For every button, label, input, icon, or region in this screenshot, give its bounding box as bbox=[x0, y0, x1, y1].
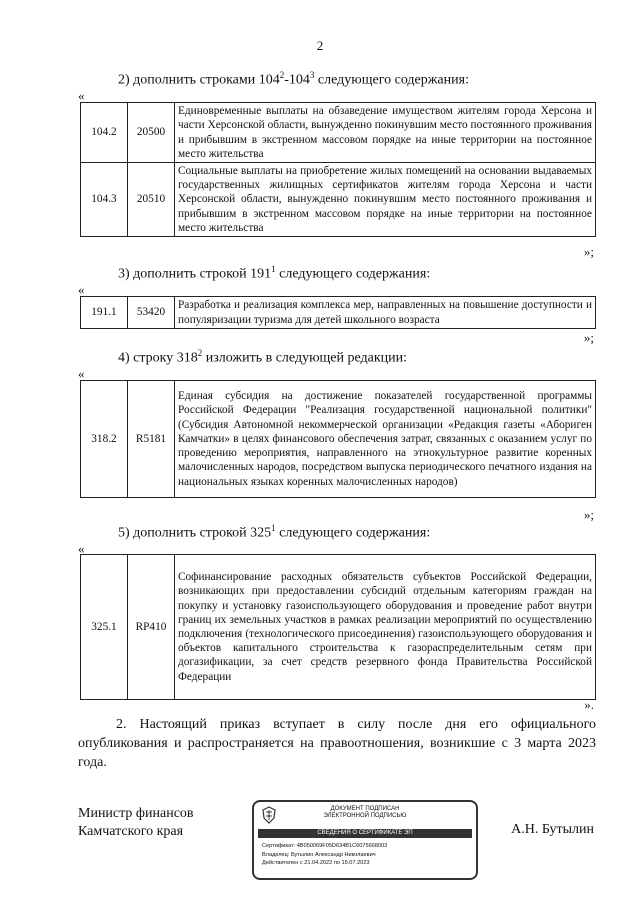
section2-table bbox=[80, 102, 596, 237]
open-quote: « bbox=[78, 541, 85, 556]
section4-heading: 4) строку $318^2$ изложить в следующей редакции: bbox=[118, 348, 408, 366]
signatory-name: А.Н. Бутылин bbox=[511, 822, 594, 837]
row-code: 20510 bbox=[128, 163, 175, 237]
row-text: Разработка и реализация комплекса мер, направленных на повышение доступности и популяризации туризма для детей школьного возраста bbox=[175, 297, 596, 329]
row-text: Социальные выплаты на приобретение жилых помещений на основании выдаваемых государственных жилищных сертификатов жителям города Херсона и части Херсонской области, вынужденно покинувшим место постоянного проживания и прибывшим в экстренном массовом порядке на иные территории на постоянное место жительства bbox=[175, 163, 596, 237]
row-code: 53420 bbox=[128, 297, 175, 329]
close-quote: ». bbox=[584, 697, 594, 712]
table-row bbox=[81, 381, 596, 498]
open-quote: « bbox=[78, 88, 85, 103]
stamp-line1: ДОКУМЕНТ ПОДПИСАН bbox=[330, 806, 400, 812]
stamp-owner: Владелец: Бутылин Александр Николаевич bbox=[262, 851, 376, 858]
table-row bbox=[81, 297, 596, 329]
row-number: 191.1 bbox=[81, 297, 128, 329]
signatory-title-line1: Министр финансов bbox=[78, 806, 194, 821]
row-number: 104.3 bbox=[81, 163, 128, 237]
open-quote: « bbox=[78, 366, 85, 381]
section2-heading: 2) дополнить строками $104^2-104^3$ следующего содержания: bbox=[118, 70, 469, 88]
close-quote: »; bbox=[583, 244, 594, 259]
row-text: Единовременные выплаты на обзаведение имуществом жителям города Херсона и части Херсонской области, вынужденно покинувшим место постоянного проживания и прибывшим в экстренном массовом порядке на иные территории на постоянное место жительства bbox=[175, 103, 596, 163]
page-number: 2 bbox=[316, 38, 324, 53]
row-text: Софинансирование расходных обязательств субъектов Российской Федерации, возникающих при предоставлении субсидий отдельным категориям граждан на покупку и установку газоиспользующего оборудования и проведение работ внутри границ их земельных участков в рамках реализации мероприятий по осуществлению подключения (технологического присоединения) газоиспользующего оборудования и объектов капитального строительства к газораспределительным сетям при догазификации, за счет средств резервного фонда Правительства Российской Федерации bbox=[175, 555, 596, 700]
section5-heading: 5) дополнить строкой $325^1$ следующего содержания: bbox=[118, 523, 431, 541]
section5-table bbox=[80, 554, 596, 700]
stamp-header bbox=[254, 802, 476, 830]
stamp-bar: СВЕДЕНИЯ О СЕРТИФИКАТЕ ЭП bbox=[258, 829, 472, 838]
order-paragraph: 2. Настоящий приказ вступает в силу после дня его официального опубликования и распространяется на правоотношения, возникшие с 3 марта 2023 года. bbox=[78, 717, 596, 770]
close-quote: »; bbox=[583, 507, 594, 522]
row-text: Единая субсидия на достижение показателей государственной программы Российской Федерации "Реализация государственной национальной политики" (Субсидия Автономной некоммерческой организации «Редакция газеты «Абориген Камчатки» в целях финансового обеспечения затрат, связанных с оказанием услуг по проведению мероприятия, направленного на этнокультурное развитие коренных малочисленных народов, посредством выпуска периодического печатного издания на национальных языках коренных малочисленных народов) bbox=[175, 381, 596, 498]
table-row bbox=[81, 163, 596, 237]
row-number: 318.2 bbox=[81, 381, 128, 498]
row-number: 325.1 bbox=[81, 555, 128, 700]
table-row bbox=[81, 103, 596, 163]
row-number: 104.2 bbox=[81, 103, 128, 163]
section3-heading: 3) дополнить строкой $191^1$ следующего содержания: bbox=[118, 264, 431, 282]
row-code: R5181 bbox=[128, 381, 175, 498]
stamp-details bbox=[262, 842, 387, 868]
section3-table bbox=[80, 296, 596, 329]
stamp-certificate: Сертификат: 4B050069F05D634B1C6075668003 bbox=[262, 843, 388, 849]
close-quote: »; bbox=[583, 330, 594, 345]
section4-table bbox=[80, 380, 596, 498]
stamp-validity: Действителен с 21.04.2022 по 15.07.2023 bbox=[262, 860, 370, 866]
row-code: 20500 bbox=[128, 103, 175, 163]
row-code: RP410 bbox=[128, 555, 175, 700]
stamp-line2: ЭЛЕКТРОННОЙ ПОДПИСЬЮ bbox=[323, 813, 407, 819]
table-row bbox=[81, 555, 596, 700]
e-signature-stamp bbox=[252, 800, 478, 880]
signatory-title-line2: Камчатского края bbox=[78, 824, 184, 839]
signatory-title bbox=[78, 805, 194, 841]
open-quote: « bbox=[78, 282, 85, 297]
